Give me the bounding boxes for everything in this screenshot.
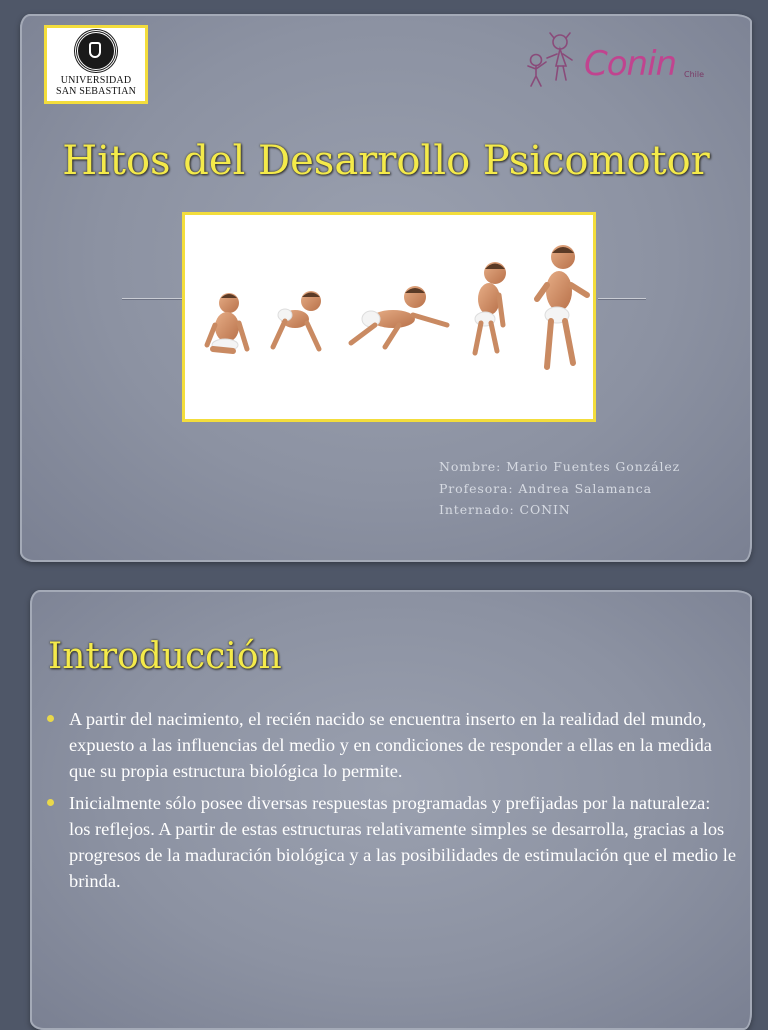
university-seal-icon xyxy=(75,30,117,72)
universidad-san-sebastian-logo xyxy=(44,25,148,104)
conin-children-icon xyxy=(516,30,586,92)
author-name: Nombre: Mario Fuentes González xyxy=(439,459,681,474)
decorative-line-left xyxy=(122,298,184,299)
baby-kneeling-figure xyxy=(475,262,506,353)
baby-standing-figure xyxy=(537,245,587,367)
introduction-slide xyxy=(30,590,752,1030)
presentation-credits xyxy=(439,456,680,521)
introduction-bullet-list xyxy=(46,706,736,900)
bullet-item xyxy=(46,790,736,894)
baby-crawling-low-figure xyxy=(273,291,321,349)
baby-development-image xyxy=(182,212,596,422)
decorative-line-right xyxy=(598,298,646,299)
baby-crawling-figure xyxy=(351,286,447,347)
university-logo-line2: SAN SEBASTIAN xyxy=(55,86,137,97)
bullet-dot-icon xyxy=(47,799,54,806)
university-logo-line1: UNIVERSIDAD xyxy=(60,75,132,86)
introduction-title: Introducción xyxy=(48,636,282,677)
conin-logo xyxy=(516,30,716,92)
title-slide xyxy=(20,14,752,562)
bullet-text: Inicialmente sólo posee diversas respuestas programadas y prefijadas por la naturaleza: los reflejos. A partir de estas estructuras relativamente simples se desarrolla, gracias a los progresos de la maduración biológica y a las posibilidades de estimulación que el medio le brinda. xyxy=(69,793,736,891)
internship-name: Internado: CONIN xyxy=(439,502,571,517)
presentation-title: Hitos del Desarrollo Psicomotor xyxy=(62,138,710,184)
conin-wordmark: Conin xyxy=(584,44,677,84)
teacher-name: Profesora: Andrea Salamanca xyxy=(439,480,652,496)
baby-sitting-figure xyxy=(207,293,247,351)
bullet-dot-icon xyxy=(47,715,54,722)
bullet-item xyxy=(46,706,736,784)
bullet-text: A partir del nacimiento, el recién nacido se encuentra inserto en la realidad del mundo, expuesto a las influencias del medio y en condiciones de responder a ellas en la medida que su propia estructura biológica lo permite. xyxy=(69,709,712,781)
conin-country: Chile xyxy=(684,70,705,79)
